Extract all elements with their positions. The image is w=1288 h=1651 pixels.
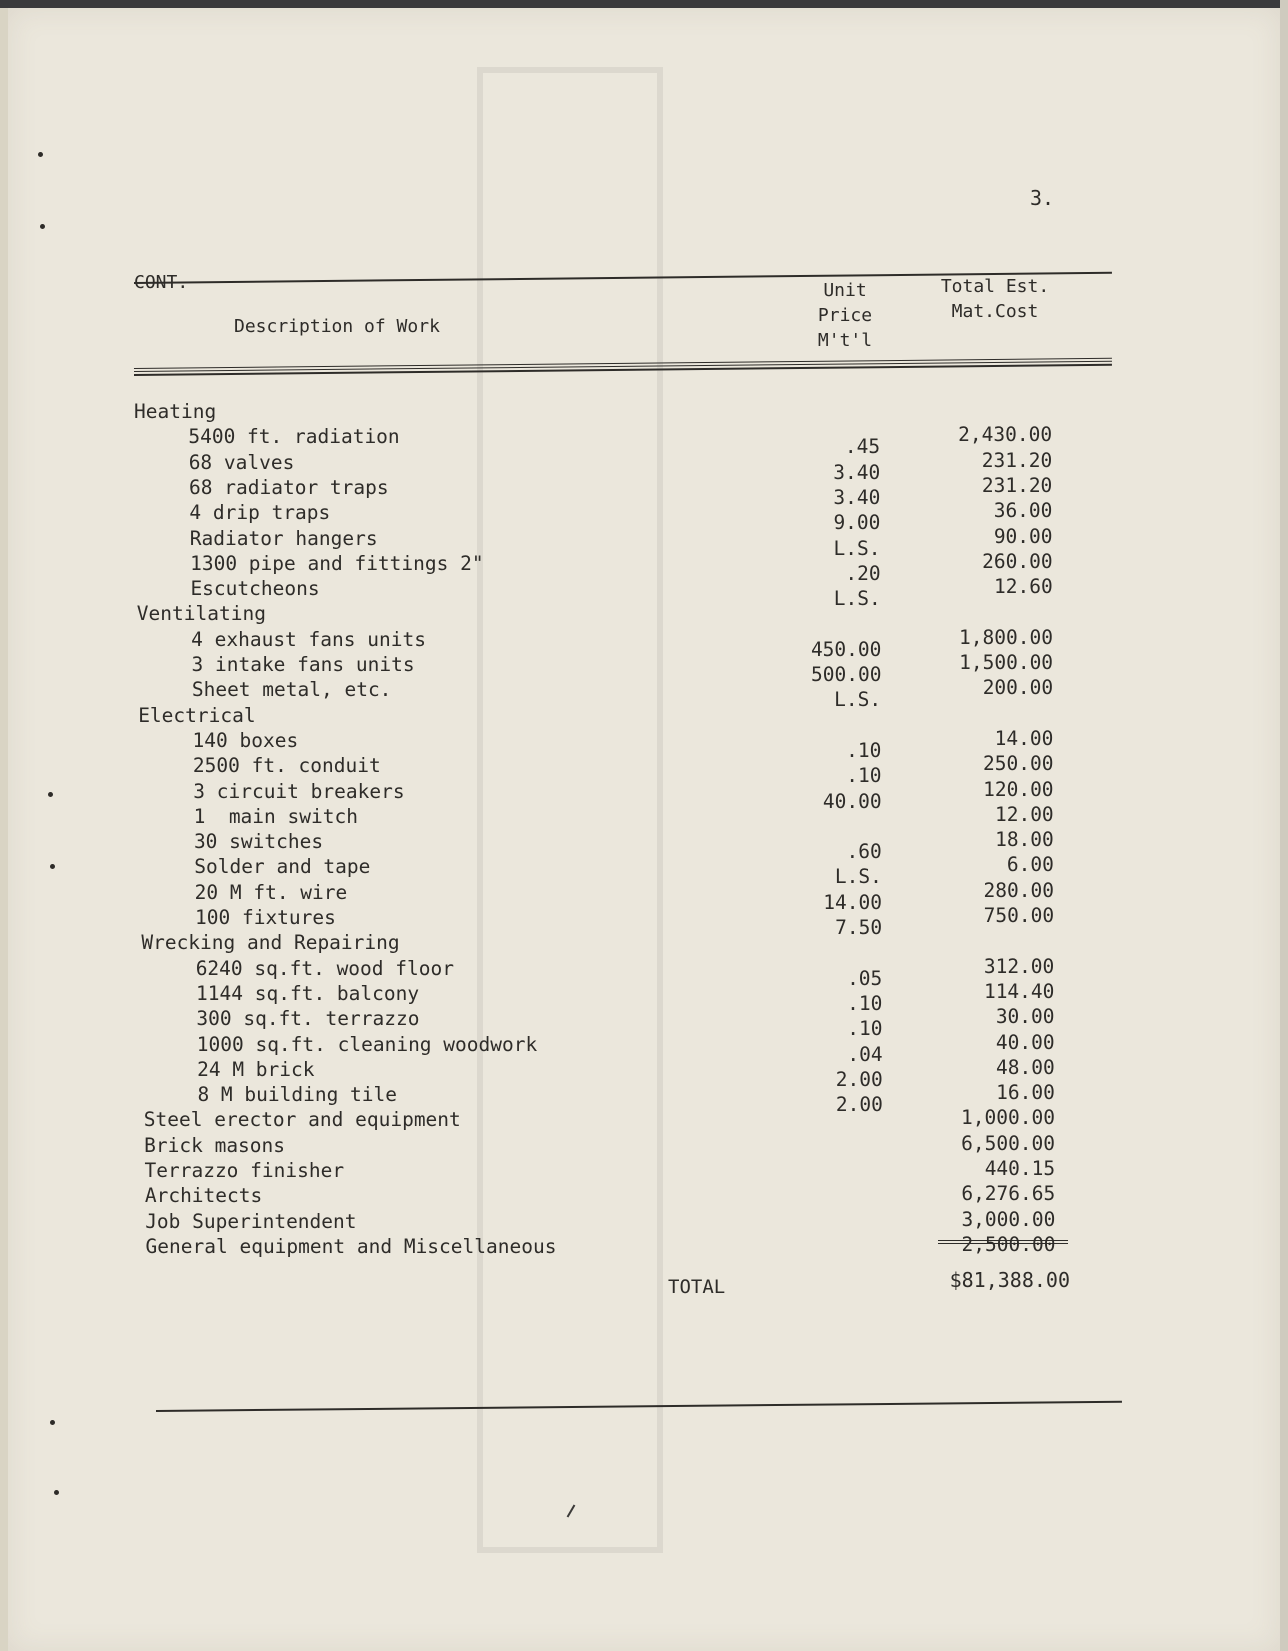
- work-description: 4 exhaust fans units: [191, 627, 426, 651]
- table-row: [0, 726, 1288, 762]
- scan-top-edge: [0, 0, 1288, 8]
- table-row: [0, 1207, 1288, 1235]
- unit-price: 450.00: [810, 637, 882, 661]
- unit-price: L.S.: [833, 536, 881, 560]
- unit-price-header-line: Price: [817, 305, 873, 326]
- unit-price: L.S.: [834, 688, 882, 712]
- total-cost: 200.00: [982, 676, 1054, 700]
- work-description: Architects: [144, 1184, 263, 1208]
- table-row: [0, 602, 1288, 627]
- table-row: [0, 853, 1288, 889]
- total-cost: 260.00: [982, 549, 1053, 573]
- total-cost: 231.20: [981, 448, 1053, 472]
- total-cost-header-line: Total Est.: [940, 276, 1050, 297]
- work-description: Sheet metal, etc.: [191, 678, 392, 702]
- continued-label: CONT.: [134, 272, 189, 293]
- total-cost: 12.60: [994, 575, 1053, 599]
- work-description: 1000 sq.ft. cleaning woodwork: [196, 1032, 538, 1056]
- table-row: [0, 1232, 1288, 1260]
- total-cost: 6.00: [1006, 853, 1054, 877]
- page-number: 3.: [1030, 186, 1055, 210]
- total-cost: 36.00: [993, 499, 1053, 523]
- binder-hole-dot: [40, 224, 45, 229]
- table-row: [0, 1159, 1288, 1184]
- unit-price: .05: [847, 966, 883, 990]
- total-cost: 2,500.00: [961, 1232, 1056, 1256]
- total-value: $81,388.00: [949, 1268, 1070, 1292]
- total-cost: 90.00: [993, 524, 1053, 548]
- unit-price: .10: [847, 991, 883, 1015]
- unit-price: .60: [846, 840, 882, 864]
- work-description: 1300 pipe and fittings 2": [190, 551, 484, 575]
- work-description: Steel erector and equipment: [143, 1108, 461, 1132]
- total-cost: 250.00: [983, 752, 1054, 776]
- total-cost-column-header: [930, 274, 1060, 324]
- subtotal-double-rule: [938, 1240, 1068, 1244]
- total-cost: 18.00: [995, 828, 1054, 852]
- total-cost: 114.40: [983, 979, 1055, 1003]
- binder-hole-dot: [38, 152, 43, 157]
- unit-price: 3.40: [833, 460, 881, 484]
- work-description: 2500 ft. conduit: [192, 754, 381, 778]
- work-description: Wrecking and Repairing: [141, 931, 400, 955]
- work-description: 1 main switch: [193, 804, 358, 828]
- total-cost: 6,276.65: [961, 1182, 1056, 1206]
- total-cost-header-line: Mat.Cost: [951, 301, 1039, 322]
- table-row: [0, 651, 1288, 686]
- total-cost: 120.00: [983, 777, 1054, 801]
- unit-price: 40.00: [822, 789, 882, 813]
- total-cost: 1,500.00: [959, 651, 1054, 674]
- work-description: Escutcheons: [190, 577, 320, 601]
- total-cost: 16.00: [996, 1081, 1055, 1105]
- total-cost: 30.00: [995, 1005, 1055, 1029]
- unit-price: .10: [846, 764, 882, 788]
- total-cost: 231.20: [981, 473, 1053, 497]
- total-cost: 280.00: [983, 878, 1054, 902]
- work-description: 5400 ft. radiation: [188, 425, 400, 449]
- unit-price: .10: [847, 1017, 883, 1041]
- work-description: Ventilating: [136, 602, 266, 626]
- work-description: 6240 sq.ft. wood floor: [195, 956, 454, 980]
- table-row: [0, 1081, 1288, 1117]
- work-description: 100 fixtures: [195, 906, 336, 929]
- total-cost: 440.15: [984, 1157, 1056, 1180]
- table-row: [0, 1108, 1288, 1133]
- work-description: 3 circuit breakers: [193, 779, 405, 803]
- work-description: Heating: [134, 400, 217, 423]
- work-description: 20 M ft. wire: [194, 880, 348, 904]
- binder-hole-dot: [50, 1420, 55, 1425]
- work-description: Terrazzo finisher: [144, 1159, 345, 1182]
- unit-price: 14.00: [823, 890, 882, 914]
- binder-hole-dot: [48, 792, 53, 797]
- description-column-header: Description of Work: [234, 316, 440, 337]
- table-row: [0, 676, 1288, 712]
- work-description: 68 radiator traps: [189, 475, 389, 499]
- work-description: 30 switches: [193, 830, 324, 854]
- work-description: 8 M building tile: [197, 1083, 398, 1107]
- table-row: [0, 400, 1288, 425]
- unit-price-column-header: [800, 278, 890, 353]
- table-row: [0, 931, 1288, 956]
- total-cost: 1,800.00: [959, 625, 1053, 649]
- work-description: 1144 sq.ft. balcony: [196, 981, 420, 1005]
- table-row: [0, 1131, 1288, 1159]
- total-cost: 1,000.00: [961, 1106, 1055, 1130]
- table-row: [0, 473, 1288, 509]
- unit-price-header-line: M't'l: [817, 330, 873, 351]
- table-row: [0, 625, 1288, 661]
- table-row: [0, 1030, 1288, 1066]
- table-row: [0, 1055, 1288, 1091]
- total-cost: 48.00: [996, 1055, 1055, 1079]
- table-row: [0, 752, 1288, 788]
- table-row: [0, 777, 1288, 813]
- table-row: [0, 549, 1288, 585]
- binder-hole-dot: [54, 1490, 59, 1495]
- table-row: [0, 878, 1288, 914]
- total-label: TOTAL: [668, 1276, 726, 1298]
- unit-price: .10: [846, 738, 882, 762]
- work-description: 4 drip traps: [189, 501, 331, 525]
- work-description: 140 boxes: [192, 728, 299, 752]
- table-row: [0, 1005, 1288, 1041]
- unit-price: L.S.: [834, 865, 882, 889]
- unit-price: .04: [847, 1042, 883, 1066]
- unit-price: 3.40: [833, 485, 881, 509]
- total-cost: 3,000.00: [961, 1207, 1056, 1231]
- work-description: 3 intake fans units: [191, 653, 415, 676]
- total-cost: 12.00: [994, 802, 1054, 826]
- table-row: [0, 904, 1288, 939]
- table-row: [0, 954, 1288, 990]
- total-cost: 6,500.00: [961, 1131, 1056, 1155]
- work-description: 300 sq.ft. terrazzo: [196, 1007, 420, 1031]
- work-description: Radiator hangers: [189, 526, 378, 550]
- table-row: [0, 828, 1288, 864]
- unit-price: 2.00: [835, 1067, 883, 1091]
- work-description: General equipment and Miscellaneous: [145, 1234, 557, 1258]
- total-cost: 40.00: [995, 1030, 1055, 1054]
- table-row: [0, 448, 1288, 484]
- unit-price-header-line: Unit: [823, 280, 867, 301]
- total-cost: 750.00: [983, 904, 1055, 927]
- table-row: [0, 1184, 1288, 1209]
- table-row: [0, 524, 1288, 560]
- table-row: [0, 499, 1288, 535]
- binder-hole-dot: [50, 864, 55, 869]
- table-row: [0, 423, 1288, 459]
- work-description: 24 M brick: [197, 1057, 315, 1081]
- unit-price: 7.50: [835, 916, 883, 939]
- work-description: Solder and tape: [194, 855, 371, 879]
- unit-price: L.S.: [833, 587, 881, 611]
- total-cost: 312.00: [983, 954, 1055, 978]
- unit-price: 9.00: [833, 511, 881, 535]
- table-row: [0, 704, 1288, 729]
- unit-price: 2.00: [835, 1093, 883, 1117]
- total-cost: 14.00: [994, 726, 1054, 750]
- unit-price: .45: [844, 435, 881, 459]
- unit-price: 500.00: [811, 663, 882, 686]
- work-description: 68 valves: [188, 450, 295, 474]
- table-row: [0, 575, 1288, 611]
- work-description: Brick masons: [144, 1133, 286, 1157]
- work-description: Electrical: [138, 703, 256, 727]
- table-row: [0, 979, 1288, 1015]
- table-row: [0, 802, 1288, 830]
- work-description: Job Superintendent: [145, 1209, 357, 1233]
- total-cost: 2,430.00: [958, 423, 1053, 447]
- unit-price: .20: [845, 561, 881, 585]
